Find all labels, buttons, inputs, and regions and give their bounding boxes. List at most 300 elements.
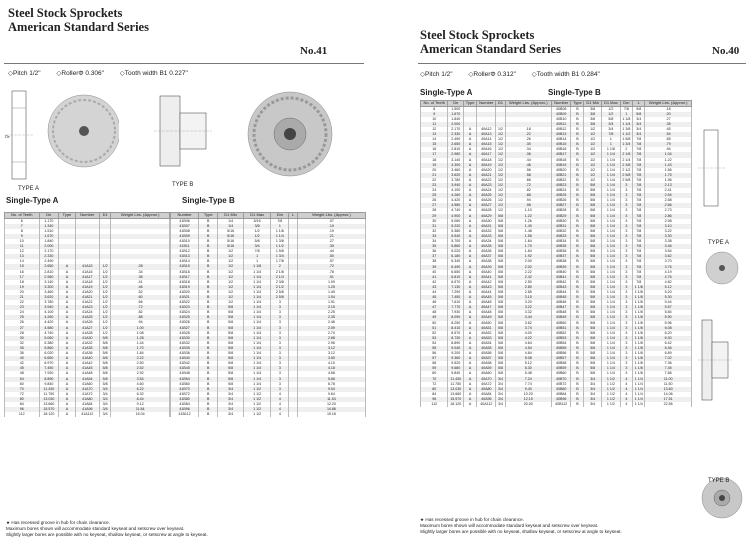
left-type-a-cell: 41A18 [75,280,99,285]
left-type-a-cell: .36 [111,275,170,280]
right-cell: A [464,259,477,264]
right-cell: 1 1/4 [633,387,645,392]
right-cell: 4 [620,402,632,407]
right-cell: 40B70 [552,377,571,382]
left-type-b-cell: 2.59 [297,326,365,331]
left-type-a-cell: 1/2 [99,264,110,269]
left-type-b-cell: 1 1/4 [243,366,270,371]
left-type-a-cell: 6.650 [39,356,59,361]
left-type-a-cell: 6.22 [111,387,170,392]
left-type-b-cell: 3/4 [218,392,244,397]
left-roller: ◇RollerΦ 0.306" [56,70,104,77]
right-cell: 1 1/4 [601,163,620,168]
right-cell: 1 1/2 [601,377,620,382]
left-type-a-cell: 1.340 [39,224,59,229]
right-cell: 5/8 [496,305,505,310]
left-type-a-cell: 2.810 [39,270,59,275]
left-type-a-cell: 2.92 [111,371,170,376]
right-cell: 40B39 [552,265,571,270]
left-type-a-cell: 41A70 [75,387,99,392]
right-cell: 1 1/2 [601,382,620,387]
right-cell: 40B41 [552,275,571,280]
right-cell: 40B55 [552,346,571,351]
right-table [420,100,692,407]
right-cell: 40 [421,270,448,275]
left-type-b-cell: 3 [271,336,289,341]
right-cell: 1 1/4 [601,188,620,193]
left-page-number: No.41 [300,45,328,57]
right-cell: 5/8 [584,321,602,326]
right-cell: A [464,341,477,346]
right-cell: 3 [620,356,632,361]
right-cell: 10.20 [505,392,552,397]
right-cell: 40B43 [552,285,571,290]
left-type-b-cell: 4 [271,397,289,402]
right-cell: 40A59 [477,366,496,371]
right-cell: 5/8 [584,214,602,219]
right-cell: A [464,158,477,163]
right-cell: 5.860 [448,244,464,249]
right-cell: 1/2 [584,168,602,173]
right-cell: 55 [421,346,448,351]
right-cell: 5/8 [584,275,602,280]
right-cell: 1 1/4 [633,392,645,397]
right-cell: 3.300 [448,163,464,168]
left-type-a-cell: 1.84 [111,351,170,356]
right-cell: 7.290 [448,290,464,295]
right-cell: 1 1/4 [601,285,620,290]
right-cell: 5/8 [496,224,505,229]
left-type-b-header: D1 Min [218,213,244,219]
right-cell: 40A21 [477,173,496,178]
left-type-a-cell: 1.510 [39,229,59,234]
right-cell: 3 [620,331,632,336]
right-cell: 40A16 [477,147,496,152]
right-cell: 14 [421,137,448,142]
left-type-a-cell: 30 [5,336,40,341]
left-type-a-cell: 1.00 [111,326,170,331]
right-cell: .79 [645,142,692,147]
right-cell: 5/8 [584,244,602,249]
right-header: No. of Teeth [421,101,448,107]
right-cell: A [464,356,477,361]
right-cell: 5/8 [584,254,602,259]
left-type-a-cell: 8.44 [111,397,170,402]
right-cell: A [464,275,477,280]
left-type-a-cell: A [59,275,75,280]
left-type-b-cell: 41B70 [171,387,199,392]
right-cell: 6.30 [645,336,692,341]
right-cell: 5.220 [448,224,464,229]
right-cell: 40A56 [477,351,496,356]
right-cell: 3.74 [505,326,552,331]
left-type-b-cell: 3/4 [218,412,244,417]
right-cell: 3 [620,193,632,198]
left-type-b-row [171,412,366,417]
right-cell: 1 5/8 [620,137,632,142]
left-type-a-cell: 3.940 [39,305,59,310]
right-cell: 5/8 [584,219,602,224]
left-type-b-cell: 1 1/4 [243,285,270,290]
left-type-a-cell: .88 [111,315,170,320]
right-note-1: ★ Has recessed groove in hub for chain clearance. [420,517,524,522]
right-cell: 1.70 [505,244,552,249]
right-cell: 4.100 [448,188,464,193]
right-cell: 2.41 [645,188,692,193]
left-type-b-cell: 2.96 [297,341,365,346]
left-type-b-cell: 3/4 [218,387,244,392]
left-type-b-cell: B [199,392,218,397]
left-type-a-cell: A [59,346,75,351]
right-cell: 7.74 [505,382,552,387]
right-cell: 6.020 [448,249,464,254]
left-type-a-cell: 22 [5,300,40,305]
right-cell: 11.00 [645,377,692,382]
right-cell: 40B80 [552,387,571,392]
right-cell: 40B59 [552,366,571,371]
right-cell: 12.15 [505,397,552,402]
right-cell: B [571,366,584,371]
right-cell: 3/4 [584,382,602,387]
right-cell: A [464,285,477,290]
right-cell: 40B21 [552,173,571,178]
right-cell: 20.00 [505,402,552,407]
right-cell: 5/8 [496,336,505,341]
left-type-a-cell: 11.750 [39,392,59,397]
right-cell: 1 1/4 [601,310,620,315]
right-cell: 1 1/8 [633,371,645,376]
right-cell: 40B19 [552,163,571,168]
right-cell: 1/2 [496,137,505,142]
right-cell: 40B34 [552,239,571,244]
right-cell: 40A112 [477,402,496,407]
right-cell: 2.85 [505,290,552,295]
right-cell: 9.840 [448,371,464,376]
right-cell: 7.45 [645,366,692,371]
left-type-b-cell: B [199,275,218,280]
left-type-b-cell: 5/8 [218,382,244,387]
right-cell: 1 1/8 [633,321,645,326]
right-cell: B [571,387,584,392]
left-type-b-cell: .57 [297,259,365,264]
right-cell: 30 [421,219,448,224]
left-type-a-cell: .82 [111,310,170,315]
right-cell: 40A47 [477,305,496,310]
right-cell: B [571,224,584,229]
right-cell: A [464,239,477,244]
right-cell: 5/8 [584,361,602,366]
left-type-a-cell: A [59,371,75,376]
right-cell: 7/8 [633,214,645,219]
right-header: D1 [497,100,504,105]
right-cell: .54 [645,132,692,137]
right-cell: 1/2 [496,147,505,152]
left-type-b-cell: 41B112 [171,412,199,417]
right-cell: 1 1/4 [601,198,620,203]
right-title-line1: Steel Stock Sprockets [420,28,535,42]
right-cell: A [464,173,477,178]
left-type-a-cell: A [59,326,75,331]
right-cell: 3/4 [584,387,602,392]
right-cell: 2 [620,147,632,152]
right-cell: 40A29 [477,214,496,219]
right-drawings [696,110,748,530]
right-cell: B [571,112,584,117]
left-type-a-cell: 11 [5,244,40,249]
left-type-b-cell: 3 [271,366,289,371]
right-cell: 1.40 [505,224,552,229]
right-note-3: Slightly larger bores are possible with no keyseat, shallow keyseat, or setscrew at angle to keyseat. [420,529,622,535]
right-cell: 3 [620,275,632,280]
left-type-b-cell: B [199,229,218,234]
right-cell: 1 1/4 [601,270,620,275]
right-cell: 3/4 [633,117,645,122]
right-cell: B [571,117,584,122]
right-cell: 40A44 [477,290,496,295]
left-type-b-cell: 41B12 [171,249,199,254]
left-type-b-cell: 1 3/8 [271,239,289,244]
right-cell: 4.260 [448,193,464,198]
left-type-b-cell: 1/2 [218,254,244,259]
left-type-a-cell: 18.120 [39,412,59,417]
right-cell: 40A43 [477,285,496,290]
left-type-a-cell: 5/8 [99,371,110,376]
left-type-b-header: D1 Max [243,213,270,219]
right-cell: 5.90 [645,315,692,320]
right-cell: 40A23 [477,183,496,188]
right-cell: 2.80 [505,285,552,290]
right-cell: A [464,361,477,366]
right-cell: A [464,392,477,397]
left-type-b-cell: 3.12 [297,346,365,351]
right-cell: 7/8 [633,254,645,259]
left-type-b-cell: 2.15 [297,305,365,310]
right-cell: 5/8 [584,224,602,229]
right-cell: 5/8 [496,239,505,244]
left-type-b-cell: 5/8 [218,341,244,346]
left-type-a-cell: 6.32 [111,392,170,397]
right-cell: .20 [645,112,692,117]
right-cell: 40B58 [552,361,571,366]
left-type-a-header: Type [59,213,75,219]
right-cell: 2.490 [448,137,464,142]
right-cell: 6.08 [645,326,692,331]
right-cell: 7.930 [448,310,464,315]
right-cell: 5/8 [496,214,505,219]
right-cell: 40A96 [477,397,496,402]
left-type-a-cell: 72 [5,392,40,397]
right-cell: 40B53 [552,336,571,341]
right-cell: 40A45 [477,295,496,300]
right-cell: 11.50 [645,382,692,387]
right-cell: 1.840 [448,117,464,122]
left-table-type-b [170,212,366,417]
right-cell: 2 5/8 [620,173,632,178]
left-type-b-cell: 1 1/4 [243,295,270,300]
right-cell: 7/8 [633,208,645,213]
right-cell: 2.810 [448,147,464,152]
right-cell: 40B22 [552,178,571,183]
right-cell: 7/8 [633,137,645,142]
right-cell: 1 1/4 [601,229,620,234]
left-type-b-cell: .91 [297,275,365,280]
right-cell: 1 1/4 [601,321,620,326]
right-cell: 5/8 [584,249,602,254]
right-cell: 1 1/4 [620,122,632,127]
right-cell: 8.090 [448,315,464,320]
right-cell: 1.26 [505,219,552,224]
left-type-a-cell: 41A40 [75,356,99,361]
right-cell: 13.660 [448,392,464,397]
right-cell: 70 [421,377,448,382]
right-cell: 40B60 [552,371,571,376]
right-pitch: ◇Pitch 1/2" [420,71,453,78]
right-cell: B [571,173,584,178]
left-type-a-cell: 13 [5,254,40,259]
left-type-b-cell: 1 1/4 [243,351,270,356]
right-cell: 1 1/4 [601,346,620,351]
right-cell: 40A70 [477,377,496,382]
left-type-b-cell: 5/8 [218,351,244,356]
right-cell: 40A52 [477,331,496,336]
right-cell: 2 1/4 [620,158,632,163]
right-cell: B [571,326,584,331]
left-type-b-cell: 4.10 [297,361,365,366]
right-cell: B [571,275,584,280]
right-cell: 9.40 [505,387,552,392]
left-note-3: Slightly larger bores are possible with no keyseat, shallow keyseat, or setscrew at angle to keyseat. [6,532,208,538]
right-cell: 5/8 [584,229,602,234]
right-cell: 3 [620,188,632,193]
left-type-a-header: Number [75,213,99,219]
left-type-b-cell: 19.16 [297,412,365,417]
left-type-b-cell: 41B26 [171,320,199,325]
right-cell: 51 [421,326,448,331]
left-type-b-cell: .35 [297,244,365,249]
left-type-b-cell: 6.78 [297,382,365,387]
right-cell: 1 1/4 [601,168,620,173]
left-type-a-cell: 9 [5,234,40,239]
left-type-a-cell: A [59,397,75,402]
right-cell: 3 [620,234,632,239]
left-type-a-cell: 41A112 [75,412,99,417]
right-cell: 40A46 [477,300,496,305]
right-cell: 1 1/4 [601,361,620,366]
left-type-b-cell: 3 [271,315,289,320]
right-cell: 40B32 [552,229,571,234]
left-type-b-cell: 1 1/4 [243,377,270,382]
left-type-a-cell: 42 [5,361,40,366]
right-cell: 5.700 [448,239,464,244]
right-cell: 40A28 [477,208,496,213]
right-page-number: No.40 [712,45,740,57]
right-cell: 57 [421,356,448,361]
left-type-a-cell: 41A48 [75,371,99,376]
right-cell: 1.55 [505,234,552,239]
right-cell: A [464,214,477,219]
left-type-b-cell: B [199,366,218,371]
left-type-b-cell: .10 [297,224,365,229]
right-cell: 5/8 [496,249,505,254]
left-type-b-cell: 2 [271,264,289,269]
left-type-b-cell: 1/2 [243,229,270,234]
right-cell: 1.500 [448,106,464,112]
right-cell: 3 [620,321,632,326]
left-type-b-cell: B [199,234,218,239]
left-type-b-cell [289,412,298,417]
left-type-a-cell: 4.100 [39,310,59,315]
right-cell: 1.22 [645,158,692,163]
right-cell: 5/8 [584,346,602,351]
right-cell: 2.000 [448,122,464,127]
right-cell: 6.810 [448,275,464,280]
right-cell: 1/2 [601,112,620,117]
left-type-b-cell: 5/8 [218,315,244,320]
left-type-a-cell: 7.930 [39,371,59,376]
left-type-a-cell: 2.490 [39,259,59,264]
right-cell: 5.060 [448,219,464,224]
left-type-a-cell: 41A54 [75,377,99,382]
right-cell: 16 [421,147,448,152]
left-type-a-cell: 41A22 [75,300,99,305]
left-type-b-cell: .19 [297,229,365,234]
right-cell: B [571,137,584,142]
left-type-b-header: L [289,213,298,219]
left-type-a-cell: 23 [5,305,40,310]
left-type-b-cell: 41B10 [171,239,199,244]
left-type-a-cell: A [59,402,75,407]
left-type-b-cell: 41B35 [171,346,199,351]
right-cell: 1.64 [505,239,552,244]
left-type-b-cell: 3/4 [218,397,244,402]
right-note-2: Maximum bores shown will accommodate standard keyseat and setscrew over keyseat. [420,523,599,529]
right-cell: A [464,152,477,157]
right-cell: 1 1/4 [633,402,645,407]
right-cell: B [571,356,584,361]
right-cell: B [571,127,584,132]
right-cell: 40B18 [552,158,571,163]
left-type-a-cell: 41A42 [75,361,99,366]
left-type-b-cell: 41B11 [171,244,199,249]
left-type-b-cell: 41B15 [171,264,199,269]
left-specs [8,69,202,77]
left-type-b-cell: 41B42 [171,361,199,366]
left-type-b-cell: 3 [271,331,289,336]
left-type-b-cell: 41B09 [171,234,199,239]
left-type-a-header: Weight Lbs. (Approx.) [111,213,170,219]
left-type-a-cell: 1/2 [99,305,110,310]
right-cell: 18.120 [448,402,464,407]
right-cell: 39 [421,265,448,270]
right-cell: 5/8 [584,239,602,244]
right-cell: 46 [421,300,448,305]
right-cell: A [464,178,477,183]
right-cell: 3.10 [645,224,692,229]
left-type-b-cell: 1 5/8 [271,249,289,254]
left-type-b-cell: .27 [297,239,365,244]
right-cell: 1/2 [601,106,620,112]
right-cell: 8.570 [448,331,464,336]
right-cell: 3 [620,244,632,249]
left-type-a-cell: 41A21 [75,295,99,300]
left-type-b-cell: 3 [271,377,289,382]
left-type-b-cell: 41B54 [171,377,199,382]
right-cell: 22 [421,178,448,183]
right-cell: 24 [421,188,448,193]
left-type-b-cell: 1/4 [218,218,244,224]
right-cell: 1 1/8 [633,361,645,366]
left-type-b-cell: 41B14 [171,259,199,264]
